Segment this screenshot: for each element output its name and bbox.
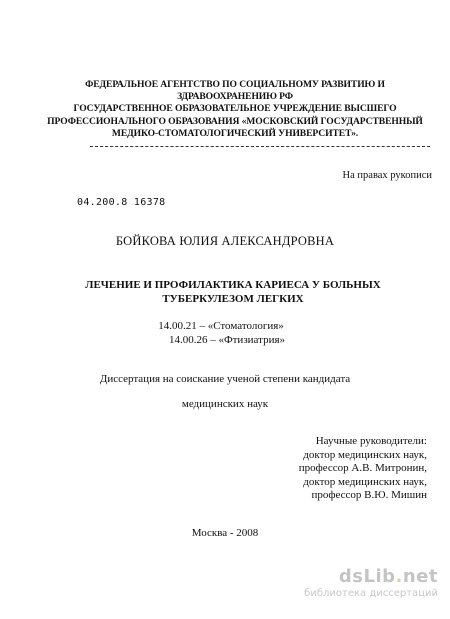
logo-text-part1: dsLib (338, 566, 396, 587)
scientific-advisors (299, 435, 427, 503)
specialty-codes (0, 319, 450, 347)
degree-field: медицинских наук (181, 398, 269, 410)
specialty-code-line: 14.00.26 – «Фтизиатрия» (168, 334, 286, 346)
degree-statement: Диссертация на соискание ученой степени кандидата (99, 373, 351, 385)
institution-header-line: ЗДРАВООХРАНЕНИЮ РФ (177, 91, 293, 103)
advisor-line: профессор А.В. Митронин, (298, 462, 427, 474)
institution-header-line: ФЕДЕРАЛЬНОЕ АГЕНТСТВО ПО СОЦИАЛЬНОМУ РАЗВИТИЮ И (85, 79, 385, 90)
logo-dot: . (395, 566, 403, 587)
advisor-line: доктор медицинских наук, (303, 448, 427, 461)
dissertation-title-line: ЛЕЧЕНИЕ И ПРОФИЛАКТИКА КАРИЕСА У БОЛЬНЫХ (85, 279, 381, 291)
institution-header-line: МЕДИКО-СТОМАТОЛОГИЧЕСКИЙ УНИВЕРСИТЕТ». (111, 127, 359, 139)
place-and-year: Москва - 2008 (191, 527, 259, 539)
header-divider (90, 146, 430, 147)
institution-header (40, 79, 430, 140)
specialty-code-line: 14.00.21 – «Стоматология» (158, 320, 284, 332)
dissertation-title-line: ТУБЕРКУЛЕЗОМ ЛЕГКИХ (162, 293, 304, 305)
manuscript-rights-note: На правах рукописи (342, 170, 432, 181)
advisor-line: доктор медицинских наук, (303, 475, 427, 488)
dissertation-title (40, 278, 426, 306)
author-name: БОЙКОВА ЮЛИЯ АЛЕКСАНДРОВНА (115, 234, 335, 248)
logo-text-part2: net (402, 566, 438, 587)
dslib-watermark (248, 566, 438, 599)
watermark-caption: библиотека диссертаций (304, 588, 438, 599)
institution-header-line: ПРОФЕССИОНАЛЬНОГО ОБРАЗОВАНИЯ «МОСКОВСКИЙ ГОСУДАРСТВЕННЫЙ (47, 115, 423, 127)
advisors-heading: Научные руководители: (315, 435, 427, 447)
institution-header-line: ГОСУДАРСТВЕННОЕ ОБРАЗОВАТЕЛЬНОЕ УЧРЕЖДЕНИЕ ВЫСШЕГО (73, 103, 397, 115)
registration-stamp-number: 04.200.8 16378 (77, 197, 166, 208)
dslib-logo (248, 566, 438, 587)
advisor-line: профессор В.Ю. Мишин (311, 489, 427, 501)
